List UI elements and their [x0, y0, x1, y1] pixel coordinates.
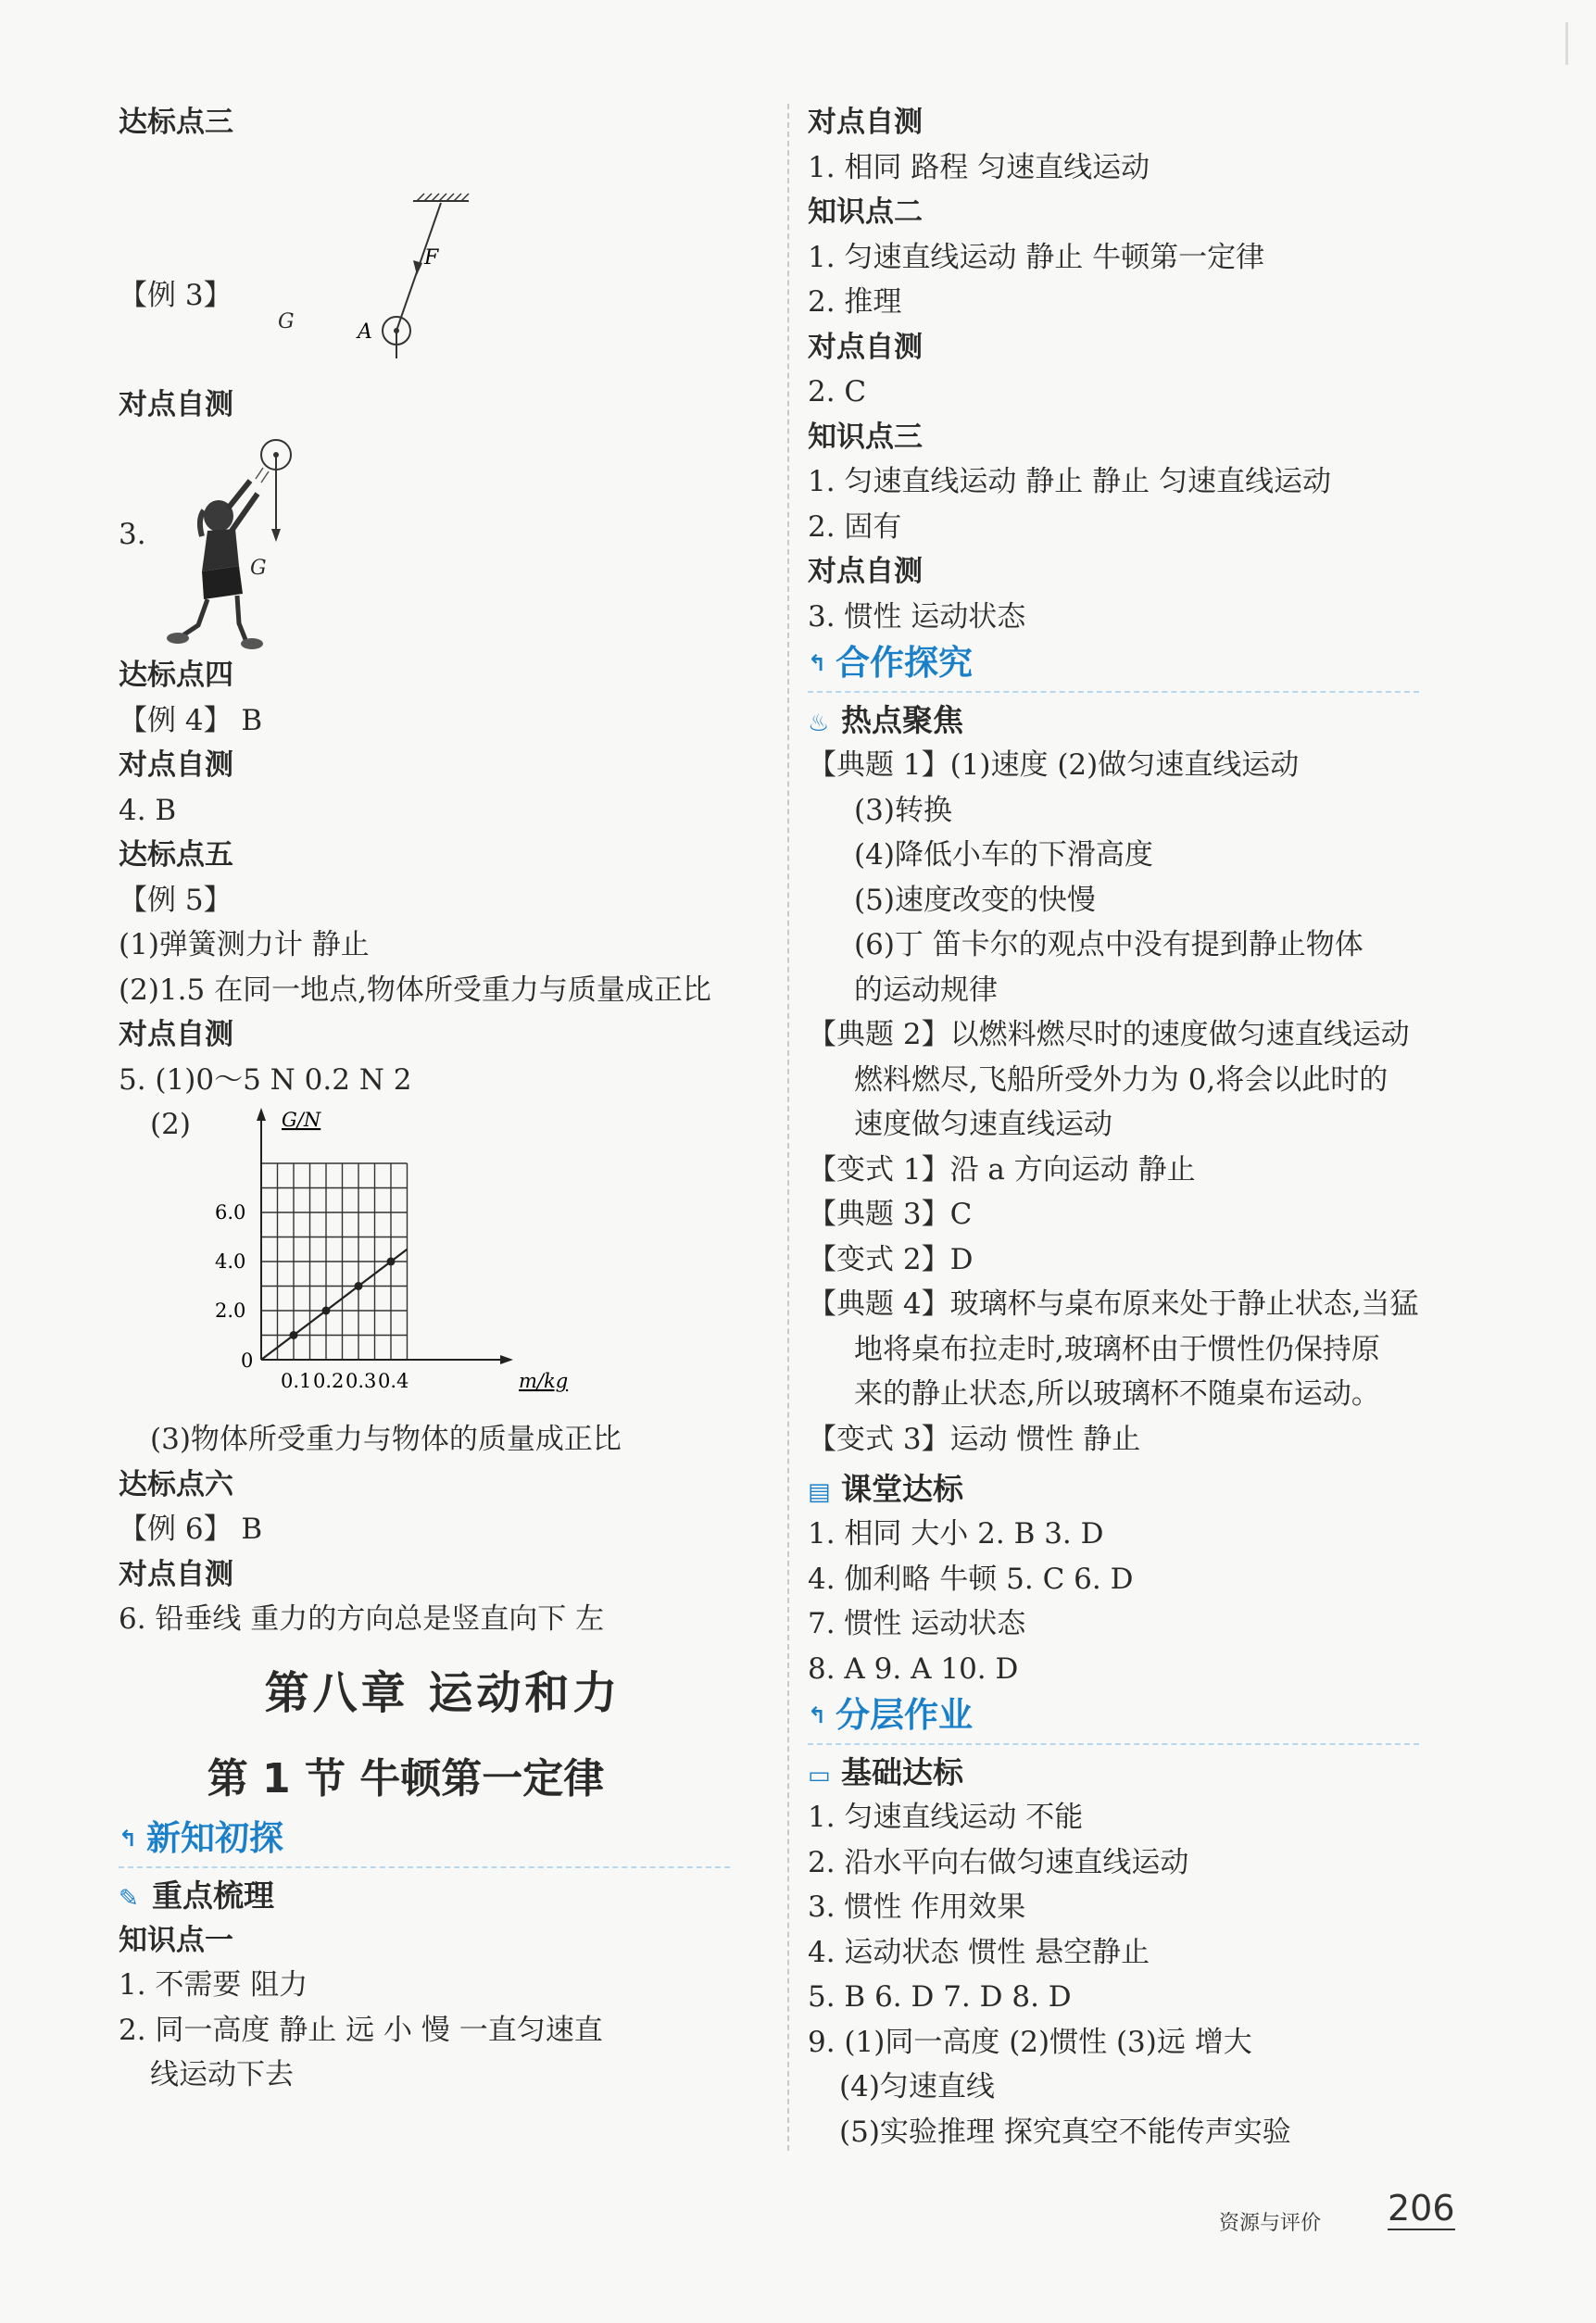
page-number: 206	[1388, 2188, 1455, 2229]
x-tick-label: 0.2	[313, 1370, 345, 1392]
chart-line	[261, 1249, 408, 1360]
footer-label: 资源与评价	[1219, 2212, 1322, 2235]
jichu-answer-9: 9. (1)同一高度 (2)惯性 (3)远 增大	[808, 2025, 1252, 2059]
x-tick-label: 0.4	[378, 1370, 409, 1392]
edge-mark	[1565, 22, 1568, 65]
heading-self-test: 对点自测	[119, 387, 233, 421]
dianti-4-line-3: 来的静止状态,所以玻璃杯不随桌布运动。	[854, 1377, 1380, 1411]
jichu-answer-9-4: (4)匀速直线	[839, 2070, 995, 2103]
answer-5-part-2-label: (2)	[150, 1108, 191, 1141]
jichu-answer-3: 3. 惯性 作用效果	[808, 1890, 1026, 1924]
section-header-xinzhi: ↰ 新知初探	[119, 1814, 730, 1868]
x-tick-label: 0.1	[281, 1370, 312, 1392]
pencil-icon: ✎	[119, 1884, 139, 1913]
volleyball-player-drawing	[146, 427, 387, 653]
dianti-1-line-3: (4)降低小车的下滑高度	[854, 838, 1153, 872]
data-line	[261, 1249, 408, 1360]
subheader-redian: ♨ 热点聚焦	[808, 693, 1456, 743]
origin-label: 0	[241, 1350, 254, 1372]
ketang-answer-3: 7. 惯性 运动状态	[808, 1607, 1026, 1640]
volleyball-figure	[119, 427, 767, 653]
zhishi-2-answer-2: 2. 推理	[808, 285, 902, 319]
item-3-label: 3.	[119, 518, 146, 551]
folder-icon: ▭	[808, 1762, 831, 1789]
example-3-label: 【例 3】	[119, 278, 232, 312]
y-axis-arrow	[257, 1108, 266, 1121]
heading-zhishi-2: 知识点二	[808, 195, 923, 229]
subheader-ketang: ▤ 课堂达标	[808, 1462, 1456, 1512]
gravity-label-g: G	[278, 309, 295, 333]
gravity-mass-chart-block	[119, 1102, 767, 1417]
flame-icon: ♨	[808, 709, 830, 737]
right-answer-1: 1. 相同 路程 匀速直线运动	[808, 150, 1150, 184]
section-arrow-icon: ↰	[808, 1702, 827, 1728]
x-axis-label: m/kg	[519, 1370, 569, 1392]
zhishi-1-answer-1: 1. 不需要 阻力	[119, 1968, 308, 2002]
chart-grid	[261, 1163, 408, 1360]
data-point	[355, 1282, 363, 1290]
right-answer-3: 3. 惯性 运动状态	[808, 599, 1026, 634]
zhishi-1-answer-2-cont: 线运动下去	[150, 2058, 294, 2091]
data-point	[387, 1258, 396, 1266]
dianti-1-line-4: (5)速度改变的快慢	[854, 883, 1096, 917]
jichu-answer-5: 5. B 6. D 7. D 8. D	[808, 1980, 1072, 2014]
example-3-figure	[119, 145, 767, 358]
example-6-answer: 【例 6】 B	[119, 1513, 263, 1546]
jichu-answer-1: 1. 匀速直线运动 不能	[808, 1801, 1084, 1834]
heading-self-test: 对点自测	[119, 1018, 233, 1051]
data-point	[290, 1331, 298, 1339]
heading-self-test: 对点自测	[808, 555, 923, 588]
bianshi-1: 【变式 1】沿 a 方向运动 静止	[808, 1152, 1196, 1187]
bianshi-2: 【变式 2】D	[808, 1242, 974, 1276]
section-title: 第 1 节 牛顿第一定律	[207, 1754, 605, 1802]
ketang-answer-2: 4. 伽利略 牛顿 5. C 6. D	[808, 1562, 1134, 1596]
x-axis-arrow	[500, 1355, 513, 1364]
heading-zhishi-1: 知识点一	[119, 1923, 233, 1957]
heading-self-test: 对点自测	[119, 1557, 233, 1591]
heading-zhishi-3: 知识点三	[808, 420, 923, 454]
gravity-mass-chart	[174, 1102, 656, 1417]
y-tick-label: 2.0	[215, 1300, 246, 1322]
gravity-label-g-2: G	[250, 557, 267, 580]
subheader-jichu: ▭ 基础达标	[808, 1745, 1456, 1795]
section-header-hezuo: ↰ 合作探究	[808, 639, 1419, 693]
force-label-f: F	[424, 245, 439, 270]
heading-self-test: 对点自测	[808, 330, 923, 364]
dianti-1-line-2: (3)转换	[854, 793, 952, 827]
chapter-title: 第八章 运动和力	[264, 1666, 622, 1719]
zhishi-2-answer-1: 1. 匀速直线运动 静止 牛顿第一定律	[808, 240, 1265, 274]
dianti-4-line-1: 【典题 4】玻璃杯与桌布原来处于静止状态,当猛	[808, 1287, 1419, 1321]
zhishi-3-answer-2: 2. 固有	[808, 509, 902, 544]
right-column	[808, 100, 1456, 2154]
chart-axes	[257, 1108, 513, 1364]
section-header-fenceng: ↰ 分层作业	[808, 1691, 1419, 1745]
pendulum-force-diagram	[239, 145, 480, 358]
answer-4: 4. B	[119, 793, 177, 827]
dianti-1-line-5: (6)丁 笛卡尔的观点中没有提到静止物体	[854, 928, 1364, 961]
x-tick-label: 0.3	[346, 1370, 377, 1392]
heading-dabiao-3: 达标点三	[119, 106, 233, 139]
zhishi-1-answer-2: 2. 同一高度 静止 远 小 慢 一直匀速直	[119, 2013, 603, 2047]
dianti-2-line-1: 【典题 2】以燃料燃尽时的速度做匀速直线运动	[808, 1018, 1410, 1051]
example-4-answer: 【例 4】 B	[119, 703, 263, 737]
answer-5-part-3: (3)物体所受重力与物体的质量成正比	[150, 1423, 622, 1456]
heading-self-test: 对点自测	[808, 106, 923, 139]
section-arrow-icon: ↰	[119, 1825, 138, 1852]
data-point	[322, 1307, 331, 1315]
diantí-1-line-1: 【典题 1】(1)速度 (2)做匀速直线运动	[808, 748, 1300, 782]
book-icon: ▤	[808, 1478, 831, 1506]
heading-dabiao-4: 达标点四	[119, 659, 233, 692]
y-tick-label: 6.0	[215, 1201, 246, 1224]
jichu-answer-4: 4. 运动状态 惯性 悬空静止	[808, 1935, 1150, 1969]
jichu-answer-9-5: (5)实验推理 探究真空不能传声实验	[839, 2115, 1291, 2149]
bianshi-3: 【变式 3】运动 惯性 静止	[808, 1422, 1141, 1456]
point-label-a: A	[358, 320, 372, 344]
dianti-4-line-2: 地将桌布拉走时,玻璃杯由于惯性仍保持原	[854, 1332, 1380, 1366]
answer-6: 6. 铅垂线 重力的方向总是竖直向下 左	[119, 1602, 605, 1636]
example-5-part-1: (1)弹簧测力计 静止	[119, 928, 370, 961]
left-column	[119, 100, 767, 2098]
dianti-2-line-2: 燃料燃尽,飞船所受外力为 0,将会以此时的	[854, 1062, 1389, 1097]
dianti-2-line-3: 速度做匀速直线运动	[854, 1108, 1112, 1141]
zhishi-3-answer-1: 1. 匀速直线运动 静止 静止 匀速直线运动	[808, 465, 1331, 498]
heading-self-test: 对点自测	[119, 748, 233, 782]
answer-5-part-1: 5. (1)0～5 N 0.2 N 2	[119, 1062, 412, 1097]
heading-dabiao-5: 达标点五	[119, 838, 233, 872]
subheader-zhongdian: ✎ 重点梳理	[119, 1868, 767, 1918]
y-axis-label: G/N	[282, 1109, 321, 1131]
example-5-label: 【例 5】	[119, 883, 232, 917]
jichu-answer-2: 2. 沿水平向右做匀速直线运动	[808, 1845, 1189, 1879]
example-5-part-2: (2)1.5 在同一地点,物体所受重力与质量成正比	[119, 973, 711, 1007]
heading-dabiao-6: 达标点六	[119, 1467, 233, 1501]
ketang-answer-1: 1. 相同 大小 2. B 3. D	[808, 1517, 1104, 1551]
section-arrow-icon: ↰	[808, 650, 827, 676]
dianti-1-line-6: 的运动规律	[854, 973, 998, 1007]
column-divider	[787, 104, 789, 2151]
y-tick-label: 4.0	[215, 1250, 246, 1273]
dianti-3: 【典题 3】C	[808, 1198, 973, 1231]
ketang-answer-4: 8. A 9. A 10. D	[808, 1651, 1019, 1686]
right-answer-2: 2. C	[808, 375, 867, 408]
